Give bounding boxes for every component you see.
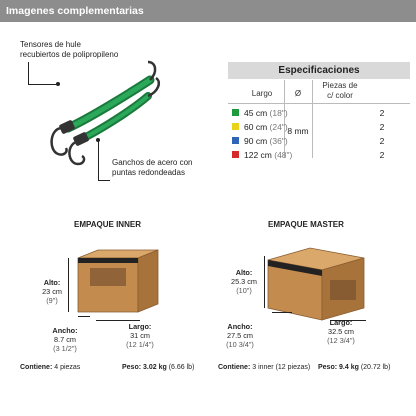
specs-title: Especificaciones (228, 62, 410, 79)
spec-row: 60 cm (24") 2 (228, 120, 410, 134)
spec-row: 90 cm (36") 2 (228, 134, 410, 148)
section-banner (0, 0, 416, 22)
diameter-value: 8 mm (287, 126, 309, 136)
header-diameter: Ø (294, 89, 302, 98)
callout-hooks: Ganchos de acero con puntas redondeadas (112, 158, 193, 177)
header-largo: Largo (251, 89, 273, 98)
master-contents: Contiene: 3 inner (12 piezas) (218, 364, 311, 371)
spec-row: 122 cm (48") 2 (228, 148, 410, 162)
inner-title: EMPAQUE INNER (74, 220, 141, 229)
color-swatch-red (232, 151, 239, 158)
master-alto: Alto: 25.3 cm (10") (231, 268, 257, 295)
spec-row: 45 cm (18") 2 (228, 106, 410, 120)
callout-cord: Tensores de hule recubiertos de polipropileno (20, 40, 119, 59)
bungee-cord-illustration (40, 58, 170, 168)
inner-contents: Contiene: 4 piezas (20, 364, 81, 371)
master-box-illustration (264, 246, 368, 322)
color-swatch-yellow (232, 123, 239, 130)
master-weight: Peso: 9.4 kg (20.72 lb) (318, 364, 391, 371)
color-swatch-blue (232, 137, 239, 144)
inner-alto: Alto: 23 cm (9") (42, 278, 62, 305)
banner-title: Imagenes complementarias (6, 5, 144, 17)
master-ancho: Ancho: 27.5 cm (10 3/4") (226, 322, 254, 349)
master-largo: Largo: 32.5 cm (12 3/4") (327, 318, 355, 345)
header-pieces: Piezas de c/ color (322, 81, 358, 100)
inner-weight: Peso: 3.02 kg (6.66 lb) (122, 364, 195, 371)
inner-largo: Largo: 31 cm (12 1/4") (126, 322, 154, 349)
color-swatch-green (232, 109, 239, 116)
inner-box-illustration (66, 248, 166, 318)
master-title: EMPAQUE MASTER (268, 220, 344, 229)
inner-ancho: Ancho: 8.7 cm (3 1/2") (52, 326, 78, 353)
